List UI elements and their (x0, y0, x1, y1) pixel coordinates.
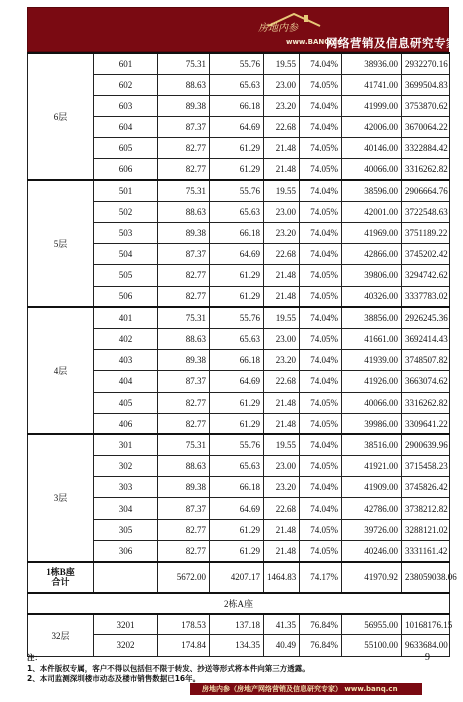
table-cell: 74.04% (300, 244, 342, 265)
table-row (28, 307, 450, 328)
table-cell: 38596.00 (342, 180, 402, 201)
table-cell: 65.63 (210, 201, 264, 222)
table-cell: 82.77 (158, 519, 210, 540)
table-cell: 9633684.00 (402, 635, 450, 656)
table-cell: 82.77 (158, 286, 210, 307)
table-cell: 66.18 (210, 223, 264, 244)
table-cell: 40326.00 (342, 286, 402, 307)
table-cell: 21.48 (264, 159, 300, 180)
table-cell: 3316262.82 (402, 392, 450, 413)
table-cell: 75.31 (158, 307, 210, 328)
table-cell: 10168176.15 (402, 614, 450, 635)
table-cell: 41999.00 (342, 95, 402, 116)
table-cell: 74.04% (300, 350, 342, 371)
unit-number: 506 (94, 286, 158, 307)
table-cell: 74.04% (300, 371, 342, 392)
table-cell: 88.63 (158, 74, 210, 95)
unit-number: 601 (94, 53, 158, 74)
table-cell: 23.20 (264, 477, 300, 498)
table-cell: 74.05% (300, 265, 342, 286)
total-label (28, 562, 94, 593)
table-cell: 42866.00 (342, 244, 402, 265)
table-cell: 76.84% (300, 635, 342, 656)
table-cell: 22.68 (264, 244, 300, 265)
unit-number: 504 (94, 244, 158, 265)
table-cell: 38516.00 (342, 434, 402, 455)
notes (27, 653, 422, 685)
table-cell: 174.84 (158, 635, 210, 656)
table-cell: 3322884.42 (402, 138, 450, 159)
table-cell: 40246.00 (342, 540, 402, 561)
table-cell: 65.63 (210, 74, 264, 95)
unit-number: 304 (94, 498, 158, 519)
table-cell: 76.84% (300, 614, 342, 635)
table-cell: 74.04% (300, 180, 342, 201)
table-cell: 61.29 (210, 540, 264, 561)
table-cell: 38856.00 (342, 307, 402, 328)
table-cell: 82.77 (158, 540, 210, 561)
table-cell: 74.05% (300, 392, 342, 413)
table-cell: 40.49 (264, 635, 300, 656)
site-url[interactable]: www.BANQ.cn (286, 38, 342, 46)
table-cell: 87.37 (158, 498, 210, 519)
table-cell: 74.05% (300, 328, 342, 349)
table-cell: 3692414.43 (402, 328, 450, 349)
table-cell: 74.05% (300, 413, 342, 434)
table-cell: 3722548.63 (402, 201, 450, 222)
table-cell: 82.77 (158, 392, 210, 413)
table-cell: 21.48 (264, 519, 300, 540)
table-cell: 64.69 (210, 371, 264, 392)
logo-text: 房地内参 (258, 23, 298, 34)
table-cell: 74.05% (300, 159, 342, 180)
table-cell: 41741.00 (342, 74, 402, 95)
table-cell: 82.77 (158, 138, 210, 159)
table-cell: 74.05% (300, 519, 342, 540)
table-row (28, 434, 450, 455)
header-title: 网络营销及信息研究专家 (326, 36, 458, 50)
table-cell: 88.63 (158, 328, 210, 349)
table-row (28, 53, 450, 74)
table-cell: 61.29 (210, 265, 264, 286)
table-cell: 21.48 (264, 392, 300, 413)
table-cell: 22.68 (264, 498, 300, 519)
unit-number: 3201 (94, 614, 158, 635)
table-cell: 42006.00 (342, 117, 402, 138)
table-cell: 89.38 (158, 477, 210, 498)
table-cell: 3745202.42 (402, 244, 450, 265)
table-cell: 64.69 (210, 244, 264, 265)
table-cell: 61.29 (210, 413, 264, 434)
table-cell: 61.29 (210, 159, 264, 180)
table-cell: 74.05% (300, 74, 342, 95)
table-cell: 3337783.02 (402, 286, 450, 307)
unit-number: 305 (94, 519, 158, 540)
table-cell: 61.29 (210, 392, 264, 413)
table-cell: 74.05% (300, 201, 342, 222)
table-cell: 21.48 (264, 286, 300, 307)
unit-number: 603 (94, 95, 158, 116)
unit-number: 503 (94, 223, 158, 244)
table-cell: 64.69 (210, 117, 264, 138)
total-value: 5672.00 (158, 562, 210, 593)
floor-label: 5层 (28, 180, 94, 307)
total-value: 41970.92 (342, 562, 402, 593)
table-cell: 137.18 (210, 614, 264, 635)
table-cell: 55100.00 (342, 635, 402, 656)
table-cell: 74.05% (300, 138, 342, 159)
table-row (28, 614, 450, 635)
table-cell: 21.48 (264, 540, 300, 561)
table-cell: 3753870.62 (402, 95, 450, 116)
table-cell: 41.35 (264, 614, 300, 635)
table-cell: 75.31 (158, 53, 210, 74)
table-cell: 23.00 (264, 328, 300, 349)
section-title: 2栋A座 (28, 593, 450, 614)
unit-number: 302 (94, 456, 158, 477)
table-cell: 19.55 (264, 53, 300, 74)
notes-line-1: 1、本件版权专属，客户不得以包括但不限于转发、抄送等形式将本件向第三方透露。 (27, 663, 310, 673)
table-cell: 64.69 (210, 498, 264, 519)
table-cell: 74.05% (300, 286, 342, 307)
table-cell: 23.00 (264, 201, 300, 222)
table-cell: 23.20 (264, 350, 300, 371)
unit-number: 404 (94, 371, 158, 392)
table-cell: 23.00 (264, 456, 300, 477)
table-cell: 41921.00 (342, 456, 402, 477)
table-cell: 41969.00 (342, 223, 402, 244)
table-cell: 74.04% (300, 498, 342, 519)
table-cell: 55.76 (210, 53, 264, 74)
table-cell: 39806.00 (342, 265, 402, 286)
table-cell: 39986.00 (342, 413, 402, 434)
table-cell: 134.35 (210, 635, 264, 656)
floor-label: 32层 (28, 614, 94, 656)
unit-number: 401 (94, 307, 158, 328)
table-cell: 74.04% (300, 95, 342, 116)
table-cell: 61.29 (210, 519, 264, 540)
table-cell: 3715458.23 (402, 456, 450, 477)
total-label-line1: 1栋B座 (46, 567, 75, 577)
table-cell: 82.77 (158, 265, 210, 286)
floor-label: 3层 (28, 434, 94, 561)
table-cell: 66.18 (210, 95, 264, 116)
table-cell: 87.37 (158, 244, 210, 265)
table-cell: 38936.00 (342, 53, 402, 74)
total-value: 1464.83 (264, 562, 300, 593)
table-cell: 74.05% (300, 540, 342, 561)
floor-label: 6层 (28, 53, 94, 180)
unit-number: 505 (94, 265, 158, 286)
table-cell: 89.38 (158, 95, 210, 116)
table-cell: 65.63 (210, 456, 264, 477)
table-cell: 21.48 (264, 265, 300, 286)
footer-bar: 房地内参（房地产网络营销及信息研究专家） www.banq.cn (190, 683, 422, 695)
unit-number: 405 (94, 392, 158, 413)
table-cell: 178.53 (158, 614, 210, 635)
total-label-line2: 合计 (51, 577, 70, 587)
table-cell: 82.77 (158, 159, 210, 180)
table-cell: 2900639.96 (402, 434, 450, 455)
table-cell: 3670064.22 (402, 117, 450, 138)
section-row (28, 593, 450, 614)
table-cell: 42786.00 (342, 498, 402, 519)
page-number: 9 (425, 652, 430, 663)
table-cell: 55.76 (210, 434, 264, 455)
table-cell: 41939.00 (342, 350, 402, 371)
table-cell: 3309641.22 (402, 413, 450, 434)
table-cell: 3751189.22 (402, 223, 450, 244)
table-cell: 21.48 (264, 413, 300, 434)
table-cell: 2926245.36 (402, 307, 450, 328)
table-cell: 42001.00 (342, 201, 402, 222)
table-cell: 55.76 (210, 307, 264, 328)
table-cell: 75.31 (158, 180, 210, 201)
table-cell: 23.20 (264, 223, 300, 244)
table-cell: 3745826.42 (402, 477, 450, 498)
table-cell: 39726.00 (342, 519, 402, 540)
table-cell: 19.55 (264, 307, 300, 328)
table-cell: 88.63 (158, 456, 210, 477)
table-cell: 66.18 (210, 350, 264, 371)
table-cell: 61.29 (210, 286, 264, 307)
table-cell: 22.68 (264, 371, 300, 392)
table-cell: 74.05% (300, 456, 342, 477)
unit-number: 605 (94, 138, 158, 159)
table-cell: 66.18 (210, 477, 264, 498)
table-cell: 40066.00 (342, 392, 402, 413)
table-cell: 74.04% (300, 117, 342, 138)
table-cell: 74.04% (300, 53, 342, 74)
floor-label: 4层 (28, 307, 94, 434)
unit-number: 501 (94, 180, 158, 201)
unit-number: 606 (94, 159, 158, 180)
unit-number: 502 (94, 201, 158, 222)
table-cell: 3331161.42 (402, 540, 450, 561)
table-cell: 3738212.82 (402, 498, 450, 519)
total-row (28, 562, 450, 593)
table-cell: 41926.00 (342, 371, 402, 392)
unit-number: 402 (94, 328, 158, 349)
notes-title: 注： (27, 653, 42, 662)
unit-number: 301 (94, 434, 158, 455)
table-cell: 19.55 (264, 180, 300, 201)
table-cell: 65.63 (210, 328, 264, 349)
table-cell: 87.37 (158, 117, 210, 138)
table-cell: 3294742.62 (402, 265, 450, 286)
table-cell: 41661.00 (342, 328, 402, 349)
table-row (28, 180, 450, 201)
table-cell: 21.48 (264, 138, 300, 159)
table-cell: 19.55 (264, 434, 300, 455)
table-cell: 82.77 (158, 413, 210, 434)
table-cell: 41909.00 (342, 477, 402, 498)
table-cell: 2906664.76 (402, 180, 450, 201)
table-cell: 3288121.02 (402, 519, 450, 540)
table-cell: 75.31 (158, 434, 210, 455)
table-body (28, 53, 457, 656)
table-cell: 3663074.62 (402, 371, 450, 392)
table-cell: 22.68 (264, 117, 300, 138)
table-cell: 23.00 (264, 74, 300, 95)
table-cell: 88.63 (158, 201, 210, 222)
unit-number: 406 (94, 413, 158, 434)
table-cell: 55.76 (210, 180, 264, 201)
header-banner (27, 7, 458, 52)
unit-number: 3202 (94, 635, 158, 656)
table-cell: 56955.00 (342, 614, 402, 635)
unit-number: 403 (94, 350, 158, 371)
table-cell: 89.38 (158, 350, 210, 371)
table-cell: 74.04% (300, 223, 342, 244)
total-value: 238059038.06 (402, 562, 450, 593)
table-cell: 74.04% (300, 307, 342, 328)
table-cell: 74.04% (300, 477, 342, 498)
table-cell: 74.04% (300, 434, 342, 455)
total-value: 4207.17 (210, 562, 264, 593)
notes-line-2: 2、本司监测深圳楼市动态及楼市销售数据已16年。 (27, 674, 201, 683)
table-cell: 89.38 (158, 223, 210, 244)
table-cell: 61.29 (210, 138, 264, 159)
table-cell: 87.37 (158, 371, 210, 392)
table-cell: 3316262.82 (402, 159, 450, 180)
table-cell-empty (94, 562, 158, 593)
table-cell: 23.20 (264, 95, 300, 116)
table-cell: 2932270.16 (402, 53, 450, 74)
table-cell: 3699504.83 (402, 74, 450, 95)
table-cell: 40066.00 (342, 159, 402, 180)
unit-number: 306 (94, 540, 158, 561)
unit-price-table (27, 52, 457, 657)
total-value: 74.17% (300, 562, 342, 593)
unit-number: 604 (94, 117, 158, 138)
unit-number: 303 (94, 477, 158, 498)
table-cell: 3748507.82 (402, 350, 450, 371)
table-cell: 40146.00 (342, 138, 402, 159)
unit-number: 602 (94, 74, 158, 95)
